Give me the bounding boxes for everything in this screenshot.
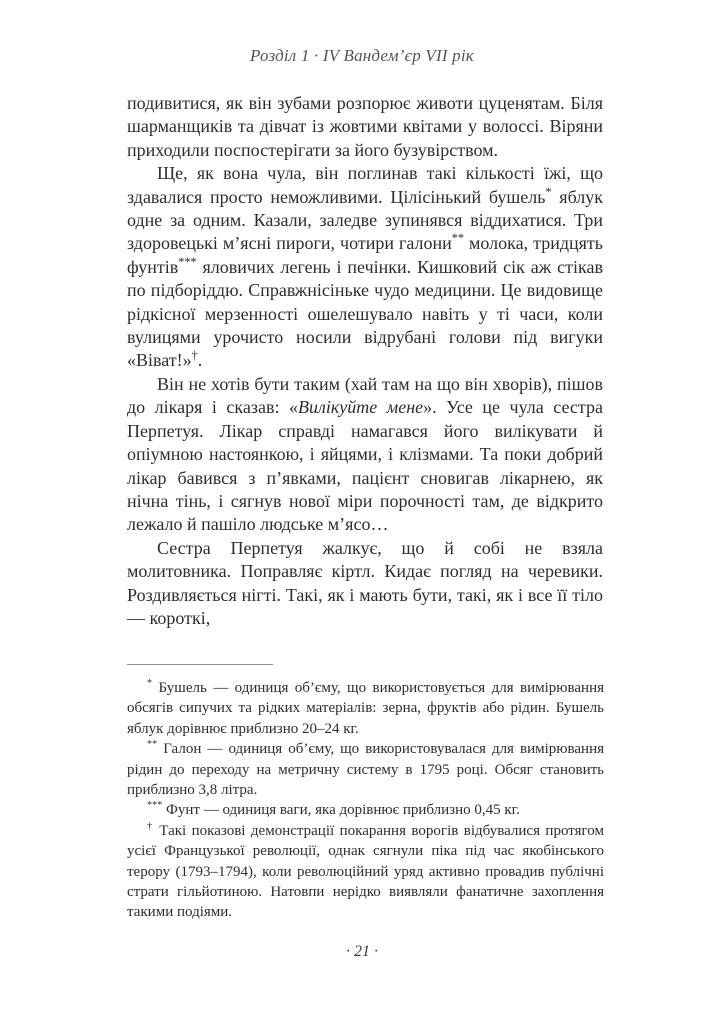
page-number: · 21 · <box>346 943 378 960</box>
footnote: ** Галон — одиниця об’єму, що використовувалася для вимірювання рідин до переходу на метричну систему в 1795 році. Обсяг становить приблизно 3,8 літра. <box>127 739 604 799</box>
body-paragraph: подивитися, як він зубами розпорює животи цуценятам. Біля шарманщиків та дівчат із жовтими квітами у волоссі. Віряни приходили поспостерігати за його бузувірством. <box>127 93 603 160</box>
footnote-divider <box>127 664 273 665</box>
body-paragraph: Ще, як вона чула, він поглинав такі кількості їжі, що здавалися просто неможливими. Цілісінький бушель* яблук одне за одним. Казали, заледве зупинявся віддихатися. Три здоровецькі м’ясні пироги, чотири галони** молока, тридцять фунтів*** яловичих легень і печінки. Кишковий сік аж стікав по підборіддю. Справжнісіньке чудо медицини. Це видовище рідкісної мерзенності ошелешувало навіть у ті часи, коли вулицями урочисто носили відрубані голови під вигуки «Віват!»†. <box>127 163 604 371</box>
body-text <box>127 92 603 630</box>
body-paragraph: Сестра Перпетуя жалкує, що й собі не взяла молитовника. Поправляє кіртл. Кидає погляд на черевики. Роздивляється нігті. Такі, як і мають бути, такі, як і все її тіло — короткі, <box>127 537 603 628</box>
body-paragraph: Він не хотів бути таким (хай там на що він хворів), пішов до лікаря і сказав: «Вилікуйте мене». Усе це чула сестра Перпетуя. Лікар справді намагався його вилікувати й опіумною настоянкою, і яйцями, і клізмами. Та поки добрий лікар бавився з п’явками, пацієнт сновигав лікарнею, як нічна тінь, і сягнув нової міри порочності там, де відкрито лежало й пашіло людське м’ясо… <box>127 373 603 535</box>
footnote: *** Фунт — одиниця ваги, яка дорівнює приблизно 0,45 кг. <box>147 800 520 819</box>
footnotes <box>127 678 604 923</box>
running-header: Розділ 1 · IV Вандем’єр VII рік <box>250 46 474 65</box>
footnote: * Бушель — одиниця об’єму, що використовується для вимірювання обсягів сипучих та рідких матеріалів: зерна, фруктів або рідин. Бушель яблук дорівнює приблизно 20–24 кг. <box>127 678 604 737</box>
footnote: † Такі показові демонстрації покарання ворогів відбувалися протягом усієї Французької революції, однак сягнули піка під час якобінського терору (1793–1794), коли революційний уряд активно провадив публічні страти гільйотиною. Натовпи нерідко виявляли фанатичне захоплення такими подіями. <box>127 820 604 921</box>
